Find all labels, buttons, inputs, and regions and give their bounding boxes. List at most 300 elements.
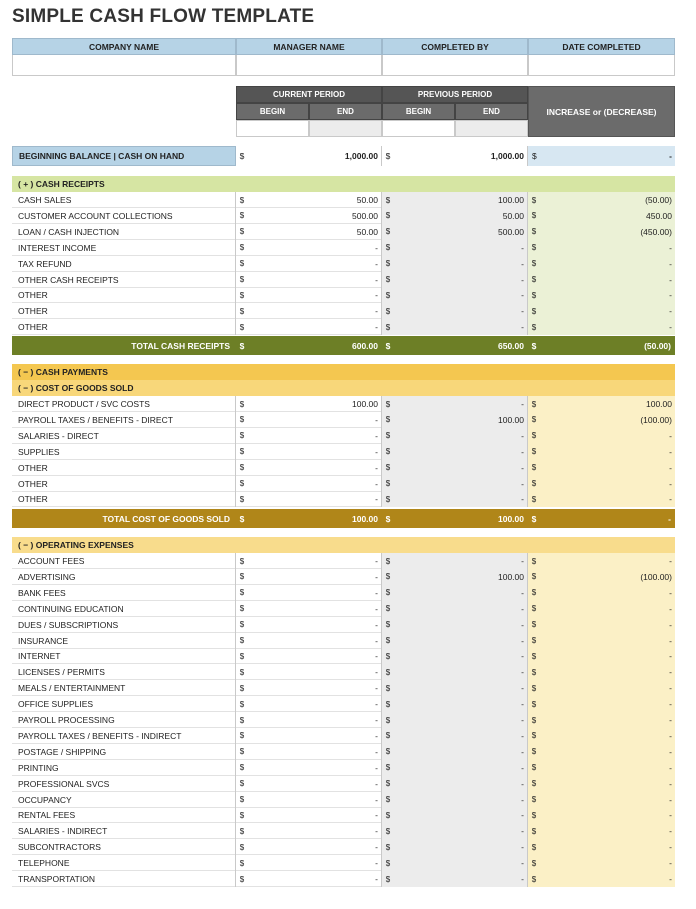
current-amount-cell[interactable]: 50.00: [248, 192, 382, 208]
currency-symbol: $: [528, 585, 540, 601]
change-amount-cell: -: [540, 303, 675, 319]
row-label: OTHER CASH RECEIPTS: [12, 272, 236, 288]
manager-name-header: MANAGER NAME: [236, 38, 382, 55]
table-row: [12, 319, 675, 335]
previous-amount-cell[interactable]: -: [394, 871, 528, 887]
previous-period-header: PREVIOUS PERIOD: [382, 86, 528, 103]
company-name-header: COMPANY NAME: [12, 38, 236, 55]
currency-symbol: $: [528, 680, 540, 696]
currency-symbol: $: [382, 428, 394, 444]
manager-name-field[interactable]: [236, 55, 382, 76]
currency-symbol: $: [528, 476, 540, 492]
table-row: [12, 839, 675, 855]
row-label: CASH SALES: [12, 192, 236, 208]
currency-symbol: $: [239, 604, 245, 614]
table-row: [12, 728, 675, 744]
currency-symbol: $: [239, 858, 245, 868]
currency-symbol: $: [528, 696, 540, 712]
previous-amount-cell[interactable]: -: [394, 476, 528, 492]
row-label: PROFESSIONAL SVCS: [12, 776, 236, 792]
change-amount-cell: -: [540, 728, 675, 744]
currency-symbol: $: [239, 322, 245, 332]
current-amount-cell[interactable]: -: [248, 428, 382, 444]
change-amount-cell: (100.00): [540, 412, 675, 428]
current-amount-cell[interactable]: -: [248, 823, 382, 839]
change-amount-cell: -: [540, 664, 675, 680]
currency-symbol: $: [239, 290, 245, 300]
current-amount-cell[interactable]: 50.00: [248, 224, 382, 240]
current-amount-cell[interactable]: -: [248, 871, 382, 887]
currency-symbol: $: [239, 431, 245, 441]
change-amount-cell: -: [540, 712, 675, 728]
current-amount-cell[interactable]: -: [248, 491, 382, 507]
change-amount-cell: -: [540, 319, 675, 335]
table-row: [12, 648, 675, 664]
total-cogs-change: -: [668, 513, 671, 524]
currency-symbol: $: [382, 696, 394, 712]
previous-amount-cell[interactable]: -: [394, 680, 528, 696]
change-amount-cell: -: [540, 776, 675, 792]
currency-symbol: $: [528, 601, 540, 617]
currency-symbol: $: [239, 874, 245, 884]
currency-symbol: $: [382, 396, 394, 412]
table-row: [12, 807, 675, 823]
current-end-field[interactable]: [309, 120, 382, 137]
currency-symbol: $: [239, 340, 245, 351]
current-begin-field[interactable]: [236, 120, 309, 137]
change-amount-cell: -: [540, 648, 675, 664]
page-title: SIMPLE CASH FLOW TEMPLATE: [12, 6, 315, 27]
current-amount-cell[interactable]: -: [248, 633, 382, 649]
current-amount-cell[interactable]: -: [248, 680, 382, 696]
currency-symbol: $: [239, 651, 245, 661]
previous-amount-cell[interactable]: -: [394, 728, 528, 744]
current-amount-cell[interactable]: 100.00: [248, 396, 382, 412]
change-amount-cell: -: [540, 807, 675, 823]
change-amount-cell: -: [540, 696, 675, 712]
table-row: [12, 491, 675, 507]
currency-symbol: $: [382, 744, 394, 760]
previous-amount-cell[interactable]: -: [394, 696, 528, 712]
change-amount-cell: -: [540, 272, 675, 288]
current-amount-cell[interactable]: -: [248, 444, 382, 460]
previous-amount-cell[interactable]: -: [394, 460, 528, 476]
currency-symbol: $: [382, 444, 394, 460]
table-row: [12, 224, 675, 240]
currency-symbol: $: [528, 272, 540, 288]
previous-amount-cell[interactable]: -: [394, 712, 528, 728]
table-row: [12, 664, 675, 680]
currency-symbol: $: [528, 287, 540, 303]
change-amount-cell: 100.00: [540, 396, 675, 412]
row-label: OFFICE SUPPLIES: [12, 696, 236, 712]
previous-end-header: END: [455, 103, 528, 120]
currency-symbol: $: [528, 712, 540, 728]
currency-symbol: $: [528, 553, 540, 569]
current-amount-cell[interactable]: -: [248, 617, 382, 633]
beginning-balance-previous[interactable]: 1,000.00: [394, 146, 528, 166]
previous-amount-cell[interactable]: -: [394, 760, 528, 776]
currency-symbol: $: [528, 855, 540, 871]
currency-symbol: $: [239, 151, 245, 161]
currency-symbol: $: [239, 415, 245, 425]
currency-symbol: $: [382, 760, 394, 776]
row-label: OTHER: [12, 460, 236, 476]
current-amount-cell[interactable]: 500.00: [248, 208, 382, 224]
previous-amount-cell[interactable]: -: [394, 601, 528, 617]
row-label: LICENSES / PERMITS: [12, 664, 236, 680]
current-amount-cell[interactable]: -: [248, 792, 382, 808]
change-amount-cell: -: [540, 760, 675, 776]
row-label: CUSTOMER ACCOUNT COLLECTIONS: [12, 208, 236, 224]
currency-symbol: $: [382, 256, 394, 272]
row-label: PAYROLL TAXES / BENEFITS - DIRECT: [12, 412, 236, 428]
currency-symbol: $: [239, 556, 245, 566]
current-amount-cell[interactable]: -: [248, 240, 382, 256]
change-amount-cell: -: [540, 633, 675, 649]
row-label: PAYROLL PROCESSING: [12, 712, 236, 728]
previous-amount-cell[interactable]: 500.00: [394, 224, 528, 240]
cogs-header: ( − ) COST OF GOODS SOLD: [12, 380, 675, 396]
previous-amount-cell[interactable]: -: [394, 823, 528, 839]
currency-symbol: $: [382, 303, 394, 319]
row-label: INTERNET: [12, 648, 236, 664]
change-amount-cell: -: [540, 744, 675, 760]
beginning-balance-change: -: [540, 146, 675, 166]
table-row: [12, 256, 675, 272]
currency-symbol: $: [528, 744, 540, 760]
row-label: LOAN / CASH INJECTION: [12, 224, 236, 240]
current-end-header: END: [309, 103, 382, 120]
table-row: [12, 553, 675, 569]
previous-amount-cell[interactable]: 100.00: [394, 192, 528, 208]
currency-symbol: $: [239, 779, 245, 789]
previous-amount-cell[interactable]: -: [394, 617, 528, 633]
change-amount-cell: -: [540, 585, 675, 601]
row-label: SALARIES - DIRECT: [12, 428, 236, 444]
currency-symbol: $: [528, 303, 540, 319]
table-row: [12, 303, 675, 319]
currency-symbol: $: [382, 224, 394, 240]
current-amount-cell[interactable]: -: [248, 664, 382, 680]
row-label: RENTAL FEES: [12, 807, 236, 823]
current-amount-cell[interactable]: -: [248, 319, 382, 335]
table-row: [12, 760, 675, 776]
total-receipts-current: 600.00: [352, 340, 378, 351]
row-label: TRANSPORTATION: [12, 871, 236, 887]
current-amount-cell[interactable]: -: [248, 256, 382, 272]
currency-symbol: $: [239, 620, 245, 630]
row-label: OCCUPANCY: [12, 792, 236, 808]
change-amount-cell: -: [540, 491, 675, 507]
previous-amount-cell[interactable]: 100.00: [394, 569, 528, 585]
currency-symbol: $: [528, 146, 675, 166]
currency-symbol: $: [382, 792, 394, 808]
currency-symbol: $: [239, 447, 245, 457]
row-label: DUES / SUBSCRIPTIONS: [12, 617, 236, 633]
currency-symbol: $: [239, 667, 245, 677]
row-label: MEALS / ENTERTAINMENT: [12, 680, 236, 696]
currency-symbol: $: [239, 572, 245, 582]
currency-symbol: $: [528, 664, 540, 680]
current-amount-cell[interactable]: -: [248, 760, 382, 776]
row-label: OTHER: [12, 319, 236, 335]
currency-symbol: $: [382, 319, 394, 335]
table-row: [12, 792, 675, 808]
currency-symbol: $: [528, 240, 540, 256]
current-begin-header: BEGIN: [236, 103, 309, 120]
currency-symbol: $: [239, 810, 245, 820]
change-amount-cell: -: [540, 256, 675, 272]
change-amount-cell: (100.00): [540, 569, 675, 585]
currency-symbol: $: [239, 826, 245, 836]
beginning-balance-row: [12, 146, 675, 166]
currency-symbol: $: [382, 871, 394, 887]
change-amount-cell: -: [540, 444, 675, 460]
current-period-header: CURRENT PERIOD: [236, 86, 382, 103]
row-label: ADVERTISING: [12, 569, 236, 585]
previous-amount-cell[interactable]: -: [394, 272, 528, 288]
table-row: [12, 680, 675, 696]
table-row: [12, 208, 675, 224]
row-label: INTEREST INCOME: [12, 240, 236, 256]
change-amount-cell: (450.00): [540, 224, 675, 240]
currency-symbol: $: [239, 842, 245, 852]
total-cogs-previous: 100.00: [498, 513, 524, 524]
row-label: INSURANCE: [12, 633, 236, 649]
current-amount-cell[interactable]: -: [248, 807, 382, 823]
currency-symbol: $: [528, 319, 540, 335]
table-row: [12, 855, 675, 871]
row-label: DIRECT PRODUCT / SVC COSTS: [12, 396, 236, 412]
currency-symbol: $: [528, 491, 540, 507]
table-row: [12, 412, 675, 428]
previous-amount-cell[interactable]: -: [394, 319, 528, 335]
currency-symbol: $: [239, 243, 245, 253]
currency-symbol: $: [382, 240, 394, 256]
row-label: OTHER: [12, 476, 236, 492]
row-label: PAYROLL TAXES / BENEFITS - INDIRECT: [12, 728, 236, 744]
previous-amount-cell[interactable]: -: [394, 444, 528, 460]
currency-symbol: $: [382, 839, 394, 855]
table-row: [12, 272, 675, 288]
previous-amount-cell[interactable]: -: [394, 553, 528, 569]
current-amount-cell[interactable]: -: [248, 569, 382, 585]
previous-amount-cell[interactable]: -: [394, 428, 528, 444]
currency-symbol: $: [382, 569, 394, 585]
current-amount-cell[interactable]: -: [248, 696, 382, 712]
previous-amount-cell[interactable]: -: [394, 633, 528, 649]
change-amount-cell: -: [540, 871, 675, 887]
table-row: [12, 396, 675, 412]
completed-by-field[interactable]: [382, 55, 528, 76]
table-row: [12, 696, 675, 712]
currency-symbol: $: [239, 399, 245, 409]
previous-amount-cell[interactable]: -: [394, 585, 528, 601]
currency-symbol: $: [528, 776, 540, 792]
change-amount-cell: -: [540, 839, 675, 855]
previous-amount-cell[interactable]: -: [394, 839, 528, 855]
currency-symbol: $: [382, 208, 394, 224]
currency-symbol: $: [239, 513, 245, 524]
current-amount-cell[interactable]: -: [248, 553, 382, 569]
total-label: TOTAL COST OF GOODS SOLD: [102, 513, 230, 524]
table-row: [12, 633, 675, 649]
previous-end-field[interactable]: [455, 120, 528, 137]
currency-symbol: $: [239, 306, 245, 316]
currency-symbol: $: [382, 712, 394, 728]
total-receipts-change: (50.00): [644, 340, 671, 351]
currency-symbol: $: [528, 460, 540, 476]
currency-symbol: $: [528, 224, 540, 240]
current-amount-cell[interactable]: -: [248, 303, 382, 319]
company-name-field[interactable]: [12, 55, 236, 76]
table-row: [12, 712, 675, 728]
total-cash-receipts-row: [12, 336, 675, 355]
date-completed-field[interactable]: [528, 55, 675, 76]
current-amount-cell[interactable]: -: [248, 272, 382, 288]
change-amount-cell: -: [540, 460, 675, 476]
change-amount-cell: -: [540, 601, 675, 617]
beginning-balance-current[interactable]: 1,000.00: [248, 146, 382, 166]
currency-symbol: $: [528, 412, 540, 428]
currency-symbol: $: [528, 823, 540, 839]
currency-symbol: $: [382, 412, 394, 428]
currency-symbol: $: [382, 633, 394, 649]
row-label: ACCOUNT FEES: [12, 553, 236, 569]
currency-symbol: $: [528, 192, 540, 208]
total-receipts-previous: 650.00: [498, 340, 524, 351]
table-row: [12, 192, 675, 208]
table-row: [12, 601, 675, 617]
currency-symbol: $: [239, 683, 245, 693]
current-amount-cell[interactable]: -: [248, 476, 382, 492]
currency-symbol: $: [382, 617, 394, 633]
previous-amount-cell[interactable]: -: [394, 287, 528, 303]
currency-symbol: $: [239, 731, 245, 741]
currency-symbol: $: [239, 494, 245, 504]
table-row: [12, 444, 675, 460]
total-cogs-row: [12, 509, 675, 528]
previous-amount-cell[interactable]: -: [394, 855, 528, 871]
cash-receipts-header: ( + ) CASH RECEIPTS: [12, 176, 675, 192]
row-label: CONTINUING EDUCATION: [12, 601, 236, 617]
row-label: POSTAGE / SHIPPING: [12, 744, 236, 760]
change-amount-cell: -: [540, 476, 675, 492]
currency-symbol: $: [239, 699, 245, 709]
currency-symbol: $: [531, 513, 537, 524]
row-label: SUBCONTRACTORS: [12, 839, 236, 855]
change-amount-cell: -: [540, 617, 675, 633]
previous-amount-cell[interactable]: -: [394, 256, 528, 272]
current-amount-cell[interactable]: -: [248, 648, 382, 664]
previous-amount-cell[interactable]: 50.00: [394, 208, 528, 224]
previous-amount-cell[interactable]: -: [394, 648, 528, 664]
currency-symbol: $: [385, 513, 391, 524]
previous-amount-cell[interactable]: -: [394, 807, 528, 823]
change-amount-cell: -: [540, 680, 675, 696]
previous-begin-header: BEGIN: [382, 103, 455, 120]
currency-symbol: $: [528, 792, 540, 808]
current-amount-cell[interactable]: -: [248, 744, 382, 760]
current-amount-cell[interactable]: -: [248, 728, 382, 744]
current-amount-cell[interactable]: -: [248, 287, 382, 303]
currency-symbol: $: [382, 680, 394, 696]
previous-amount-cell[interactable]: 100.00: [394, 412, 528, 428]
currency-symbol: $: [528, 428, 540, 444]
current-amount-cell[interactable]: -: [248, 585, 382, 601]
previous-amount-cell[interactable]: -: [394, 491, 528, 507]
currency-symbol: $: [382, 664, 394, 680]
currency-symbol: $: [382, 287, 394, 303]
currency-symbol: $: [382, 648, 394, 664]
previous-begin-field[interactable]: [382, 120, 455, 137]
change-amount-cell: -: [540, 792, 675, 808]
table-row: [12, 476, 675, 492]
current-amount-cell[interactable]: -: [248, 776, 382, 792]
currency-symbol: $: [528, 760, 540, 776]
change-amount-cell: -: [540, 287, 675, 303]
table-row: [12, 287, 675, 303]
currency-symbol: $: [531, 340, 537, 351]
current-amount-cell[interactable]: -: [248, 601, 382, 617]
change-amount-cell: 450.00: [540, 208, 675, 224]
date-completed-header: DATE COMPLETED: [528, 38, 675, 55]
current-amount-cell[interactable]: -: [248, 412, 382, 428]
row-label: PRINTING: [12, 760, 236, 776]
previous-amount-cell[interactable]: -: [394, 240, 528, 256]
currency-symbol: $: [382, 807, 394, 823]
previous-amount-cell[interactable]: -: [394, 396, 528, 412]
currency-symbol: $: [239, 795, 245, 804]
currency-symbol: $: [239, 715, 245, 725]
currency-symbol: $: [239, 588, 245, 598]
change-amount-cell: -: [540, 553, 675, 569]
currency-symbol: $: [528, 396, 540, 412]
change-amount-cell: -: [540, 823, 675, 839]
currency-symbol: $: [528, 807, 540, 823]
total-label: TOTAL CASH RECEIPTS: [131, 340, 230, 351]
row-label: OTHER: [12, 287, 236, 303]
row-label: BANK FEES: [12, 585, 236, 601]
table-row: [12, 776, 675, 792]
currency-symbol: $: [239, 747, 245, 757]
change-amount-cell: (50.00): [540, 192, 675, 208]
table-row: [12, 823, 675, 839]
previous-amount-cell[interactable]: -: [394, 664, 528, 680]
currency-symbol: $: [382, 460, 394, 476]
currency-symbol: $: [239, 227, 245, 237]
previous-amount-cell[interactable]: -: [394, 744, 528, 760]
row-label: OTHER: [12, 491, 236, 507]
current-amount-cell[interactable]: -: [248, 712, 382, 728]
currency-symbol: $: [382, 823, 394, 839]
currency-symbol: $: [382, 553, 394, 569]
currency-symbol: $: [382, 776, 394, 792]
currency-symbol: $: [528, 839, 540, 855]
currency-symbol: $: [528, 871, 540, 887]
current-amount-cell[interactable]: -: [248, 839, 382, 855]
currency-symbol: $: [239, 479, 245, 488]
previous-amount-cell[interactable]: -: [394, 776, 528, 792]
previous-amount-cell[interactable]: -: [394, 792, 528, 808]
current-amount-cell[interactable]: -: [248, 855, 382, 871]
currency-symbol: $: [239, 195, 245, 205]
row-label: TELEPHONE: [12, 855, 236, 871]
row-label: TAX REFUND: [12, 256, 236, 272]
previous-amount-cell[interactable]: -: [394, 303, 528, 319]
current-amount-cell[interactable]: -: [248, 460, 382, 476]
